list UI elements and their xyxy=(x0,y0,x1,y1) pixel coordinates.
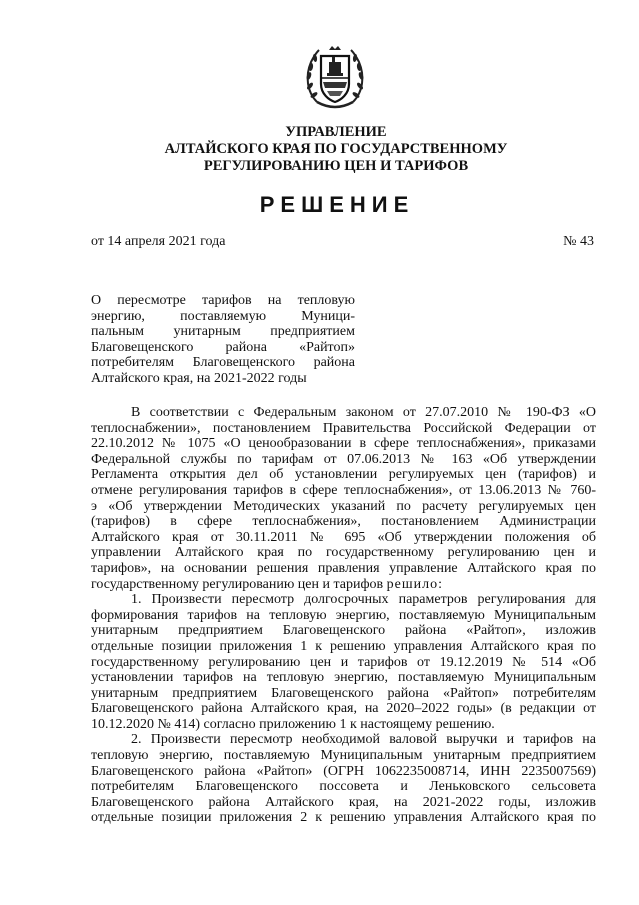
body-line: 10.12.2020 № 414) согласно приложению 1 к настоящему решению. xyxy=(91,716,495,732)
body-line: отдельные позиции приложения 1 к решению управления Алтайского края по xyxy=(91,638,596,654)
decided-word: решило: xyxy=(386,576,444,592)
body-line: 22.10.2012 № 1075 «О ценообразовании в сфере теплоснабжения», приказами xyxy=(91,436,596,452)
document-body xyxy=(91,405,596,826)
body-line: потребителям Благовещенского поссовета и Леньковского сельсовета xyxy=(91,779,596,795)
body-line: отмене регулирования тарифов в сфере теплоснабжения», от 13.06.2013 № 760- xyxy=(91,482,596,498)
body-line: (тарифов) в сфере теплоснабжения», постановлением Администрации xyxy=(91,514,596,530)
subject-line: потребителям Благовещенского района xyxy=(91,355,355,370)
document-number: № 43 xyxy=(563,234,594,249)
organization-title xyxy=(0,124,639,175)
body-line: В соответствии с Федеральным законом от 27.07.2010 № 190-ФЗ «О xyxy=(131,405,596,420)
body-line: Алтайского края от 30.11.2011 № 695 «Об утверждении положения об xyxy=(91,529,596,545)
body-line: управлении Алтайского края по государственному регулированию цен и xyxy=(91,545,596,561)
subject-line: Алтайского края, на 2021-2022 годы xyxy=(91,370,307,386)
org-title-line-3: РЕГУЛИРОВАНИЮ ЦЕН И ТАРИФОВ xyxy=(203,158,469,174)
body-line: Федеральной службы по тарифам от 07.06.2013 № 163 «Об утверждении xyxy=(91,451,596,467)
body-line: государственному регулированию цен и тарифов xyxy=(91,576,384,592)
body-line: Благовещенского района «Райтоп» (ОГРН 1062235008714, ИНН 2235007569) xyxy=(91,763,596,779)
subject-line: О пересмотре тарифов на тепловую xyxy=(91,293,355,308)
body-line: теплоснабжении», постановлением Правительства Российской Федерации от xyxy=(91,420,596,436)
body-line-decision xyxy=(91,577,596,593)
body-line: формирования тарифов на тепловую энергию, поставляемую Муниципальным xyxy=(91,607,596,623)
body-line: 1. Произвести пересмотр долгосрочных параметров регулирования для xyxy=(131,592,596,608)
body-line: тарифов», на основании решения правления управление Алтайского края по xyxy=(91,560,596,576)
body-line: Регламента открытия дел об установлении регулируемых цен (тарифов) и xyxy=(91,467,596,483)
body-line: Благовещенского района Алтайского края, на 2021-2022 годы, изложив xyxy=(91,794,596,810)
body-line: установлении тарифов на тепловую энергию, поставляемую Муниципальным xyxy=(91,670,596,686)
body-line: тепловую энергию, поставляемую Муниципальным унитарным предприятием xyxy=(91,748,596,764)
subject-line: пальным унитарным предприятием xyxy=(91,324,355,339)
body-line: э «Об утверждении Методических указаний по расчету регулируемых цен xyxy=(91,498,596,514)
document-date: от 14 апреля 2021 года xyxy=(91,234,226,249)
subject-line: энергию, поставляемую Муници- xyxy=(91,308,355,324)
body-line: унитарным предприятием Благовещенского района «Райтоп», изложив xyxy=(91,623,596,639)
org-title-line-2: АЛТАЙСКОГО КРАЯ ПО ГОСУДАРСТВЕННОМУ xyxy=(164,141,508,157)
body-line: Благовещенского района Алтайского края, на 2020–2022 годы» (в редакции от xyxy=(91,701,596,717)
body-line: отдельные позиции приложения 2 к решению управления Алтайского края по xyxy=(91,810,596,826)
body-line: унитарным предприятием Благовещенского района «Райтоп» потребителям xyxy=(91,685,596,701)
subject-line: Благовещенского района «Райтоп» xyxy=(91,339,355,355)
document-type-title: РЕШЕНИЕ xyxy=(259,192,415,217)
coat-of-arms-icon xyxy=(303,40,367,116)
document-subject xyxy=(91,293,355,386)
body-line: 2. Произвести пересмотр необходимой валовой выручки и тарифов на xyxy=(131,732,596,748)
body-line: государственному регулированию цен и тарифов от 19.12.2019 № 514 «Об xyxy=(91,654,596,670)
org-title-line-1: УПРАВЛЕНИЕ xyxy=(285,124,387,140)
